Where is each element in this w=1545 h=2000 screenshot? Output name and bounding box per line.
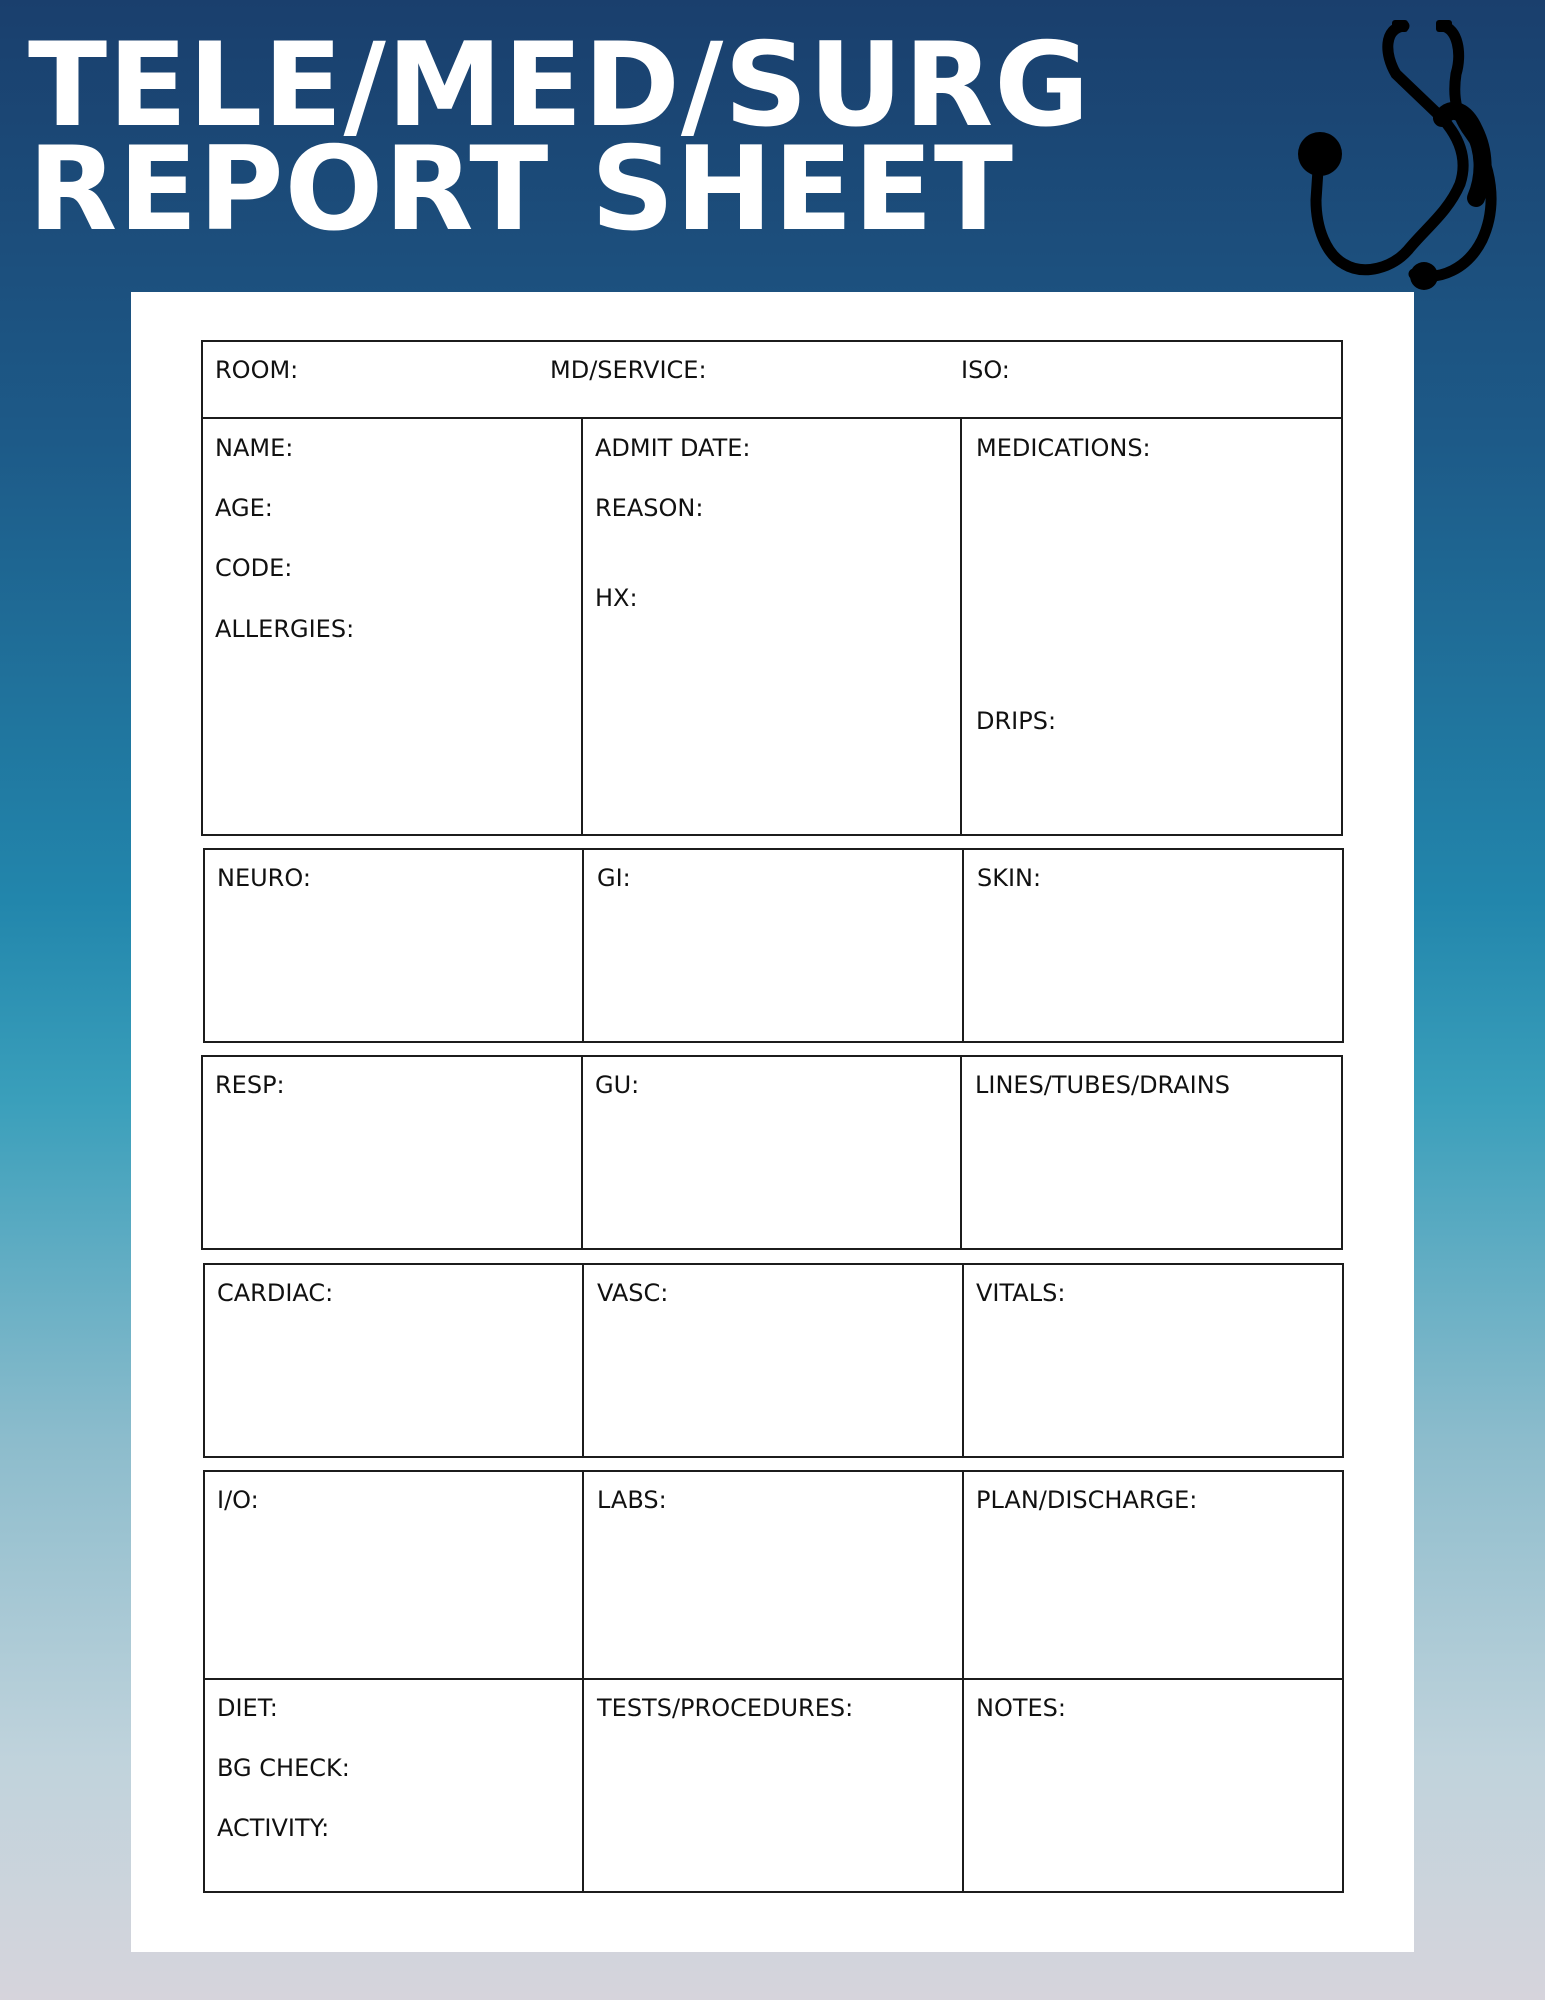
vitals-label: VITALS: bbox=[976, 1279, 1066, 1307]
notes-label: NOTES: bbox=[976, 1694, 1066, 1722]
medications-label: MEDICATIONS: bbox=[976, 434, 1151, 462]
age-label: AGE: bbox=[215, 494, 273, 522]
gi-label: GI: bbox=[597, 864, 631, 892]
skin-label: SKIN: bbox=[977, 864, 1042, 892]
stethoscope-icon bbox=[1292, 14, 1520, 290]
activity-label: ACTIVITY: bbox=[217, 1814, 330, 1842]
resp-label: RESP: bbox=[215, 1071, 285, 1099]
io-label: I/O: bbox=[217, 1486, 259, 1514]
hx-label: HX: bbox=[595, 584, 638, 612]
neuro-label: NEURO: bbox=[217, 864, 311, 892]
gu-label: GU: bbox=[595, 1071, 640, 1099]
iso-label: ISO: bbox=[961, 356, 1010, 384]
neuro-gi-skin-box bbox=[203, 848, 1344, 1043]
plan-discharge-label: PLAN/DISCHARGE: bbox=[976, 1486, 1198, 1514]
cardiac-vasc-vitals-box bbox=[203, 1263, 1344, 1458]
header-info-box bbox=[201, 340, 1343, 419]
admit-date-label: ADMIT DATE: bbox=[595, 434, 751, 462]
allergies-label: ALLERGIES: bbox=[215, 615, 355, 643]
title-line-1: TELE/MED/SURG bbox=[28, 18, 1091, 153]
md-service-label: MD/SERVICE: bbox=[550, 356, 707, 384]
reason-label: REASON: bbox=[595, 494, 704, 522]
io-labs-plan-box bbox=[203, 1470, 1344, 1893]
lines-tubes-drains-label: LINES/TUBES/DRAINS bbox=[975, 1071, 1230, 1099]
report-sheet bbox=[131, 292, 1414, 1952]
room-label: ROOM: bbox=[215, 356, 299, 384]
labs-label: LABS: bbox=[597, 1486, 667, 1514]
name-label: NAME: bbox=[215, 434, 294, 462]
cardiac-label: CARDIAC: bbox=[217, 1279, 334, 1307]
tests-procedures-label: TESTS/PROCEDURES: bbox=[597, 1694, 854, 1722]
vasc-label: VASC: bbox=[597, 1279, 669, 1307]
diet-label: DIET: bbox=[217, 1694, 278, 1722]
patient-box bbox=[201, 417, 1343, 836]
title-line-2: REPORT SHEET bbox=[28, 122, 1015, 257]
drips-label: DRIPS: bbox=[976, 707, 1057, 735]
bg-check-label: BG CHECK: bbox=[217, 1754, 350, 1782]
page-title bbox=[28, 18, 1091, 257]
code-label: CODE: bbox=[215, 554, 293, 582]
